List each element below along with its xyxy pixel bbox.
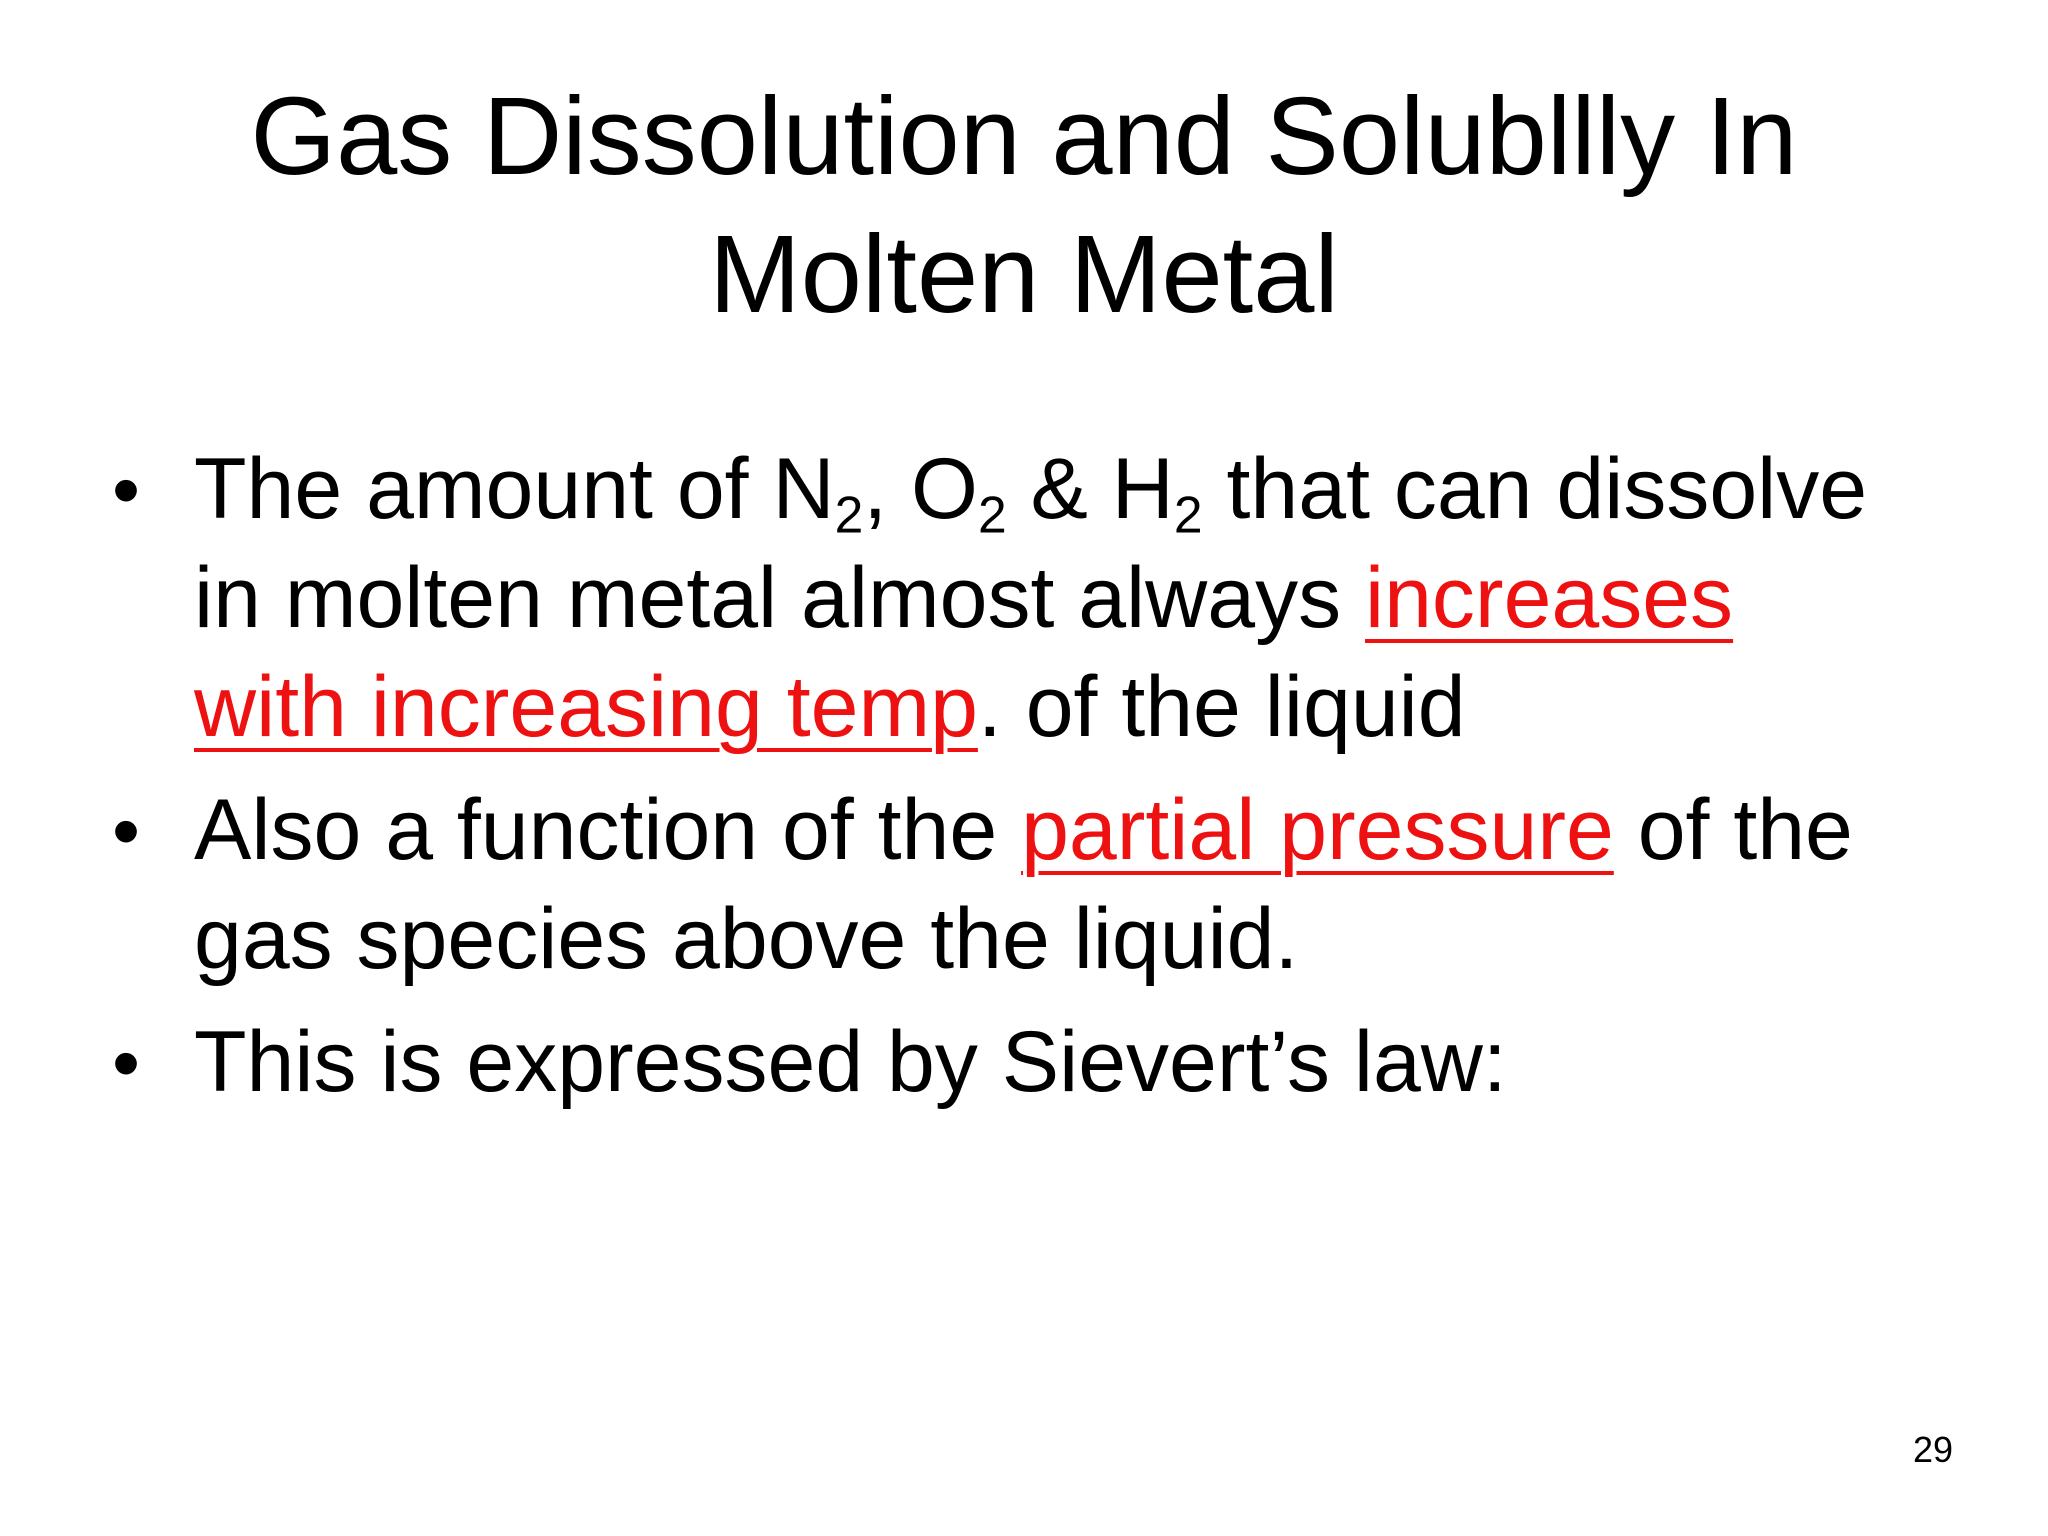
- slide-title: [100, 68, 1948, 344]
- bullet-dot-icon: •: [112, 445, 141, 534]
- bullet-text: that can dissolve in molten metal almost always: [194, 441, 1868, 646]
- bullet-text: of the gas species above the liquid.: [194, 782, 1853, 987]
- slide-title-line-2: Molten Metal: [709, 213, 1339, 336]
- highlighted-phrase: increases with increasing temp: [194, 550, 1734, 755]
- bullet-item-gas-amount: [112, 435, 1892, 762]
- bullet-text: . of the liquid: [977, 659, 1466, 755]
- subscript: 2: [977, 485, 1007, 544]
- bullet-text: This is expressed by Sievert’s law:: [194, 1014, 1507, 1110]
- bullet-dot-icon: •: [112, 786, 141, 875]
- slide-title-line-1: Gas Dissolution and Solubllly In: [250, 75, 1798, 198]
- bullet-item-partial-pressure: [112, 776, 1892, 994]
- bullet-text: & H: [1006, 441, 1174, 537]
- bullet-text: Also a function of the: [194, 782, 1022, 878]
- bullet-item-sieverts-law: [112, 1008, 1892, 1117]
- bullet-dot-icon: •: [112, 1018, 141, 1107]
- page-number: 29: [1912, 1429, 1953, 1470]
- bullet-text: The amount of N: [194, 441, 835, 537]
- bullet-list: [112, 435, 1892, 1117]
- highlighted-phrase: partial pressure: [1021, 782, 1614, 878]
- subscript: 2: [1173, 485, 1203, 544]
- subscript: 2: [834, 485, 864, 544]
- bullet-text: , O: [863, 441, 978, 537]
